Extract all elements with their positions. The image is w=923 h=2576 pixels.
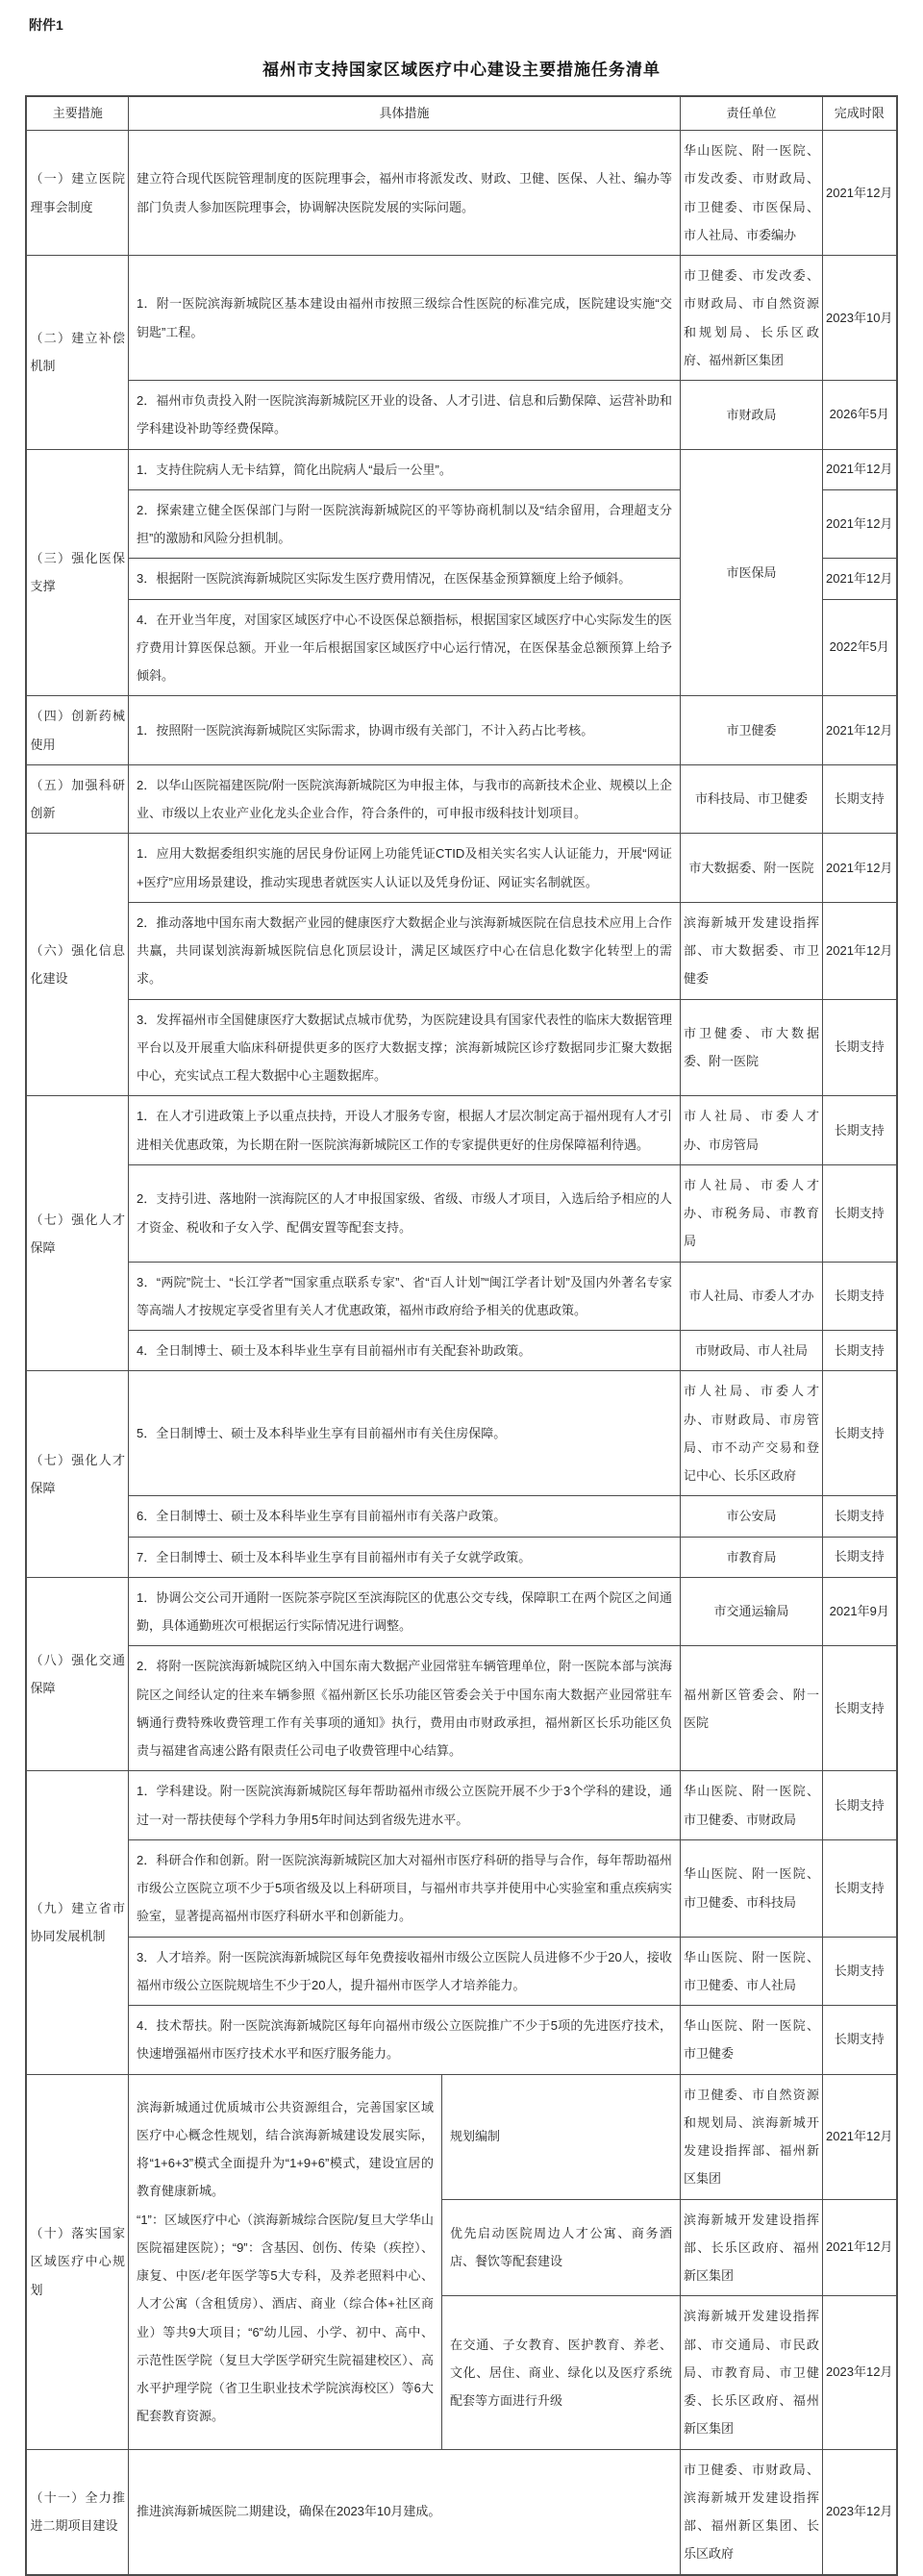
unit-cell: 市卫健委、市自然资源和规划局、滨海新城开发建设指挥部、福州新区集团 [681,2074,823,2199]
deadline-cell: 长期支持 [823,764,897,834]
detail-cell: 4．全日制博士、硕士及本科毕业生享有目前福州市有关配套补助政策。 [128,1331,680,1371]
unit-cell: 福州新区管委会、附一医院 [681,1646,823,1771]
deadline-cell: 2021年9月 [823,1577,897,1646]
table-row [26,834,896,903]
unit-cell: 市卫健委、市财政局、滨海新城开发建设指挥部、福州新区集团、长乐区政府 [681,2449,823,2575]
unit-cell: 华山医院、附一医院、市卫健委 [681,2006,823,2075]
table-row [26,1331,896,1371]
deadline-cell: 2021年12月 [823,449,897,489]
detail-cell: 1．学科建设。附一医院滨海新城院区每年帮助福州市级公立医院开展不少于3个学科的建设，通过一对一帮扶使每个学科力争用5年时间达到省级先进水平。 [128,1771,680,1840]
table-row [26,2449,896,2575]
detail-cell: 1．支持住院病人无卡结算，简化出院病人“最后一公里”。 [128,449,680,489]
table-row [26,256,896,381]
unit-cell: 市大数据委、附一医院 [681,834,823,903]
detail-cell: 2．推动落地中国东南大数据产业园的健康医疗大数据企业与滨海新城医院在信息技术应用上合作共赢，共同谋划滨海新城医院信息化顶层设计，满足区域医疗中心在信息化数字化转型上的需求。 [128,902,680,999]
table-row [26,2006,896,2075]
page-title: 福州市支持国家区域医疗中心建设主要措施任务清单 [262,61,661,79]
deadline-cell: 长期支持 [823,1537,897,1577]
table-row [26,764,896,834]
detail-cell: 2．探索建立健全医保部门与附一医院滨海新城院区的平等协商机制以及“结余留用，合理超支分担”的激励和风险分担机制。 [128,489,680,559]
unit-cell: 市科技局、市卫健委 [681,764,823,834]
unit-cell: 滨海新城开发建设指挥部、市交通局、市民政局、市教育局、市卫健委、长乐区政府、福州新区集团 [681,2296,823,2449]
unit-cell: 市人社局、市委人才办、市税务局、市教育局 [681,1164,823,1262]
table-row [26,1646,896,1771]
detail-cell: 3．人才培养。附一医院滨海新城院区每年免费接收福州市级公立医院人员进修不少于20人，接收福州市级公立医院规培生不少于20人，提升福州市医学人才培养能力。 [128,1937,680,2006]
detail-cell: 3．根据附一医院滨海新城院区实际发生医疗费用情况，在医保基金预算额度上给予倾斜。 [128,559,680,599]
measure-cell: （十）落实国家区域医疗中心规划 [26,2074,128,2449]
header-deadline: 完成时限 [823,96,897,131]
header-measure: 主要措施 [26,96,128,131]
header-unit: 责任单位 [681,96,823,131]
detail-cell: 规划编制 [441,2074,680,2199]
table-header-row [26,96,896,131]
measure-cell: （三）强化医保支撑 [26,449,128,696]
detail-cell: 优先启动医院周边人才公寓、商务酒店、餐饮等配套建设 [441,2199,680,2296]
header-detail: 具体措施 [128,96,680,131]
detail-cell: 3．发挥福州市全国健康医疗大数据试点城市优势，为医院建设具有国家代表性的临床大数据管理平台以及开展重大临床科研提供更多的医疗大数据支撑；滨海新城院区诊疗数据同步汇聚大数据中心，充实试点工程大数据中心主题数据库。 [128,999,680,1096]
detail-cell: 2．将附一医院滨海新城院区纳入中国东南大数据产业园常驻车辆管理单位，附一医院本部与滨海院区之间经认定的往来车辆参照《福州新区长乐功能区管委会关于中国东南大数据产业园常驻车辆通行费特殊收费管理工作有关事项的通知》执行，费用由市财政承担，福州新区长乐功能区负责与福建省高速公路有限责任公司电子收费管理中心结算。 [128,1646,680,1771]
measure-cell: （五）加强科研创新 [26,764,128,834]
table-row [26,1839,896,1937]
measure-cell: （九）建立省市协同发展机制 [26,1771,128,2074]
deadline-cell: 2023年12月 [823,2449,897,2575]
measure-cell: （二）建立补偿机制 [26,256,128,450]
measure-cell: （四）创新药械使用 [26,696,128,765]
unit-cell: 华山医院、附一医院、市卫健委、市财政局 [681,1771,823,1840]
detail-cell: 4．在开业当年度，对国家区域医疗中心不设医保总额指标，根据国家区域医疗中心实际发生的医疗费用计算医保总额。开业一年后根据国家区域医疗中心运行情况，在医保基金总额预算上给予倾斜。 [128,599,680,696]
detail-cell: 2．科研合作和创新。附一医院滨海新城院区加大对福州市医疗科研的指导与合作，每年帮助福州市级公立医院立项不少于5项省级及以上科研项目，与福州市共享并使用中心实验室和重点疾病实验室，显著提高福州市医疗科研水平和创新能力。 [128,1839,680,1937]
deadline-cell: 2023年12月 [823,2296,897,2449]
deadline-cell: 2026年5月 [823,381,897,450]
deadline-cell: 2021年12月 [823,131,897,256]
table-row [26,999,896,1096]
unit-cell: 滨海新城开发建设指挥部、市大数据委、市卫健委 [681,902,823,999]
unit-cell: 市财政局 [681,381,823,450]
deadline-cell: 长期支持 [823,1839,897,1937]
table-row [26,1096,896,1165]
deadline-cell: 2023年10月 [823,256,897,381]
detail-cell: 7．全日制博士、硕士及本科毕业生享有目前福州市有关子女就学政策。 [128,1537,680,1577]
measure-cell: （一）建立医院理事会制度 [26,131,128,256]
table-row [26,1537,896,1577]
unit-cell: 市公安局 [681,1496,823,1537]
deadline-cell: 2021年12月 [823,834,897,903]
table-row [26,696,896,765]
detail-cell: 在交通、子女教育、医护教育、养老、文化、居住、商业、绿化以及医疗系统配套等方面进行升级 [441,2296,680,2449]
table-row [26,902,896,999]
unit-cell: 市医保局 [681,449,823,696]
measure-cell: （七）强化人才保障 [26,1096,128,1371]
deadline-cell: 长期支持 [823,1164,897,1262]
deadline-cell: 2021年12月 [823,696,897,765]
table-row [26,1262,896,1331]
attachment-label: 附件1 [29,17,63,33]
table-row [26,1164,896,1262]
detail-cell: 6．全日制博士、硕士及本科毕业生享有目前福州市有关落户政策。 [128,1496,680,1537]
deadline-cell: 长期支持 [823,2006,897,2075]
deadline-cell: 长期支持 [823,1496,897,1537]
measure-cell: （七）强化人才保障 [26,1371,128,1578]
detail-cell: 2．以华山医院福建医院/附一医院滨海新城院区为申报主体，与我市的高新技术企业、规模以上企业、市级以上农业产业化龙头企业合作，符合条件的，可申报市级科技计划项目。 [128,764,680,834]
measure-cell: （八）强化交通保障 [26,1577,128,1771]
unit-cell: 滨海新城开发建设指挥部、长乐区政府、福州新区集团 [681,2199,823,2296]
detail-cell: 1．按照附一医院滨海新城院区实际需求，协调市级有关部门，不计入药占比考核。 [128,696,680,765]
table-row [26,1496,896,1537]
detail-cell: 2．福州市负责投入附一医院滨海新城院区开业的设备、人才引进、信息和后勤保障、运营补助和学科建设补助等经费保障。 [128,381,680,450]
unit-cell: 市人社局、市委人才办、市财政局、市房管局、市不动产交易和登记中心、长乐区政府 [681,1371,823,1496]
detail-cell: 1．在人才引进政策上予以重点扶持，开设人才服务专窗，根据人才层次制定高于福州现有人才引进相关优惠政策，为长期在附一医院滨海新城院区工作的专家提供更好的住房保障福利待遇。 [128,1096,680,1165]
measure-cell: （十一）全力推进二期项目建设 [26,2449,128,2575]
unit-cell: 市人社局、市委人才办、市房管局 [681,1096,823,1165]
table-row [26,2074,896,2199]
deadline-cell: 长期支持 [823,1771,897,1840]
deadline-cell: 2021年12月 [823,489,897,559]
table-row [26,449,896,489]
detail-cell: 1．附一医院滨海新城院区基本建设由福州市按照三级综合性医院的标准完成，医院建设实施“交钥匙”工程。 [128,256,680,381]
unit-cell: 市财政局、市人社局 [681,1331,823,1371]
deadline-cell: 长期支持 [823,1937,897,2006]
detail-cell: 1．协调公交公司开通附一医院茶亭院区至滨海院区的优惠公交专线，保障职工在两个院区之间通勤，具体通勤班次可根据运行实际情况进行调整。 [128,1577,680,1646]
table-row [26,1771,896,1840]
unit-cell: 市人社局、市委人才办 [681,1262,823,1331]
unit-cell: 市交通运输局 [681,1577,823,1646]
measure-cell: （六）强化信息化建设 [26,834,128,1096]
deadline-cell: 长期支持 [823,1371,897,1496]
unit-cell: 华山医院、附一医院、市发改委、市财政局、市卫健委、市医保局、市人社局、市委编办 [681,131,823,256]
table-row [26,381,896,450]
deadline-cell: 2021年12月 [823,2074,897,2199]
unit-cell: 华山医院、附一医院、市卫健委、市人社局 [681,1937,823,2006]
detail-cell: 推进滨海新城医院二期建设，确保在2023年10月建成。 [128,2449,680,2575]
table-row [26,1371,896,1496]
deadline-cell: 长期支持 [823,999,897,1096]
task-table [25,95,897,2576]
deadline-cell: 长期支持 [823,1096,897,1165]
deadline-cell: 长期支持 [823,1262,897,1331]
table-row [26,131,896,256]
deadline-cell: 2021年12月 [823,2199,897,2296]
overview-paragraph: 滨海新城通过优质城市公共资源组合，完善国家区域医疗中心概念性规划，结合滨海新城建设发展实际，将“1+6+3”模式全面提升为“1+9+6”模式，建设宜居的教育健康新城。 [136,2099,434,2199]
overview-paragraph: “1”：区域医疗中心（滨海新城综合医院/复旦大学华山医院福建医院）；“9”：含基因、创伤、传染（疾控）、康复、中医/老年医学等5大专科，及养老照料中心、人才公寓（含租赁房）、酒店、商业（综合体+社区商业）等共9大项目；“6”幼儿园、小学、初中、高中、示范性医学院（复旦大学医学研究生院福建校区）、高水平护理学院（省卫生职业技术学院滨海校区）等6大配套教育资源。 [136,2212,434,2424]
unit-cell: 市卫健委、市大数据委、附一医院 [681,999,823,1096]
unit-cell: 市教育局 [681,1537,823,1577]
deadline-cell: 2022年5月 [823,599,897,696]
unit-cell: 市卫健委、市发改委、市财政局、市自然资源和规划局、长乐区政府、福州新区集团 [681,256,823,381]
deadline-cell: 长期支持 [823,1646,897,1771]
deadline-cell: 2021年12月 [823,902,897,999]
detail-cell: 5．全日制博士、硕士及本科毕业生享有目前福州市有关住房保障。 [128,1371,680,1496]
detail-cell: 1．应用大数据委组织实施的居民身份证网上功能凭证CTID及相关实名实人认证能力，开展“网证+医疗”应用场景建设，推动实现患者就医实人认证以及凭身份证、网证实名制就医。 [128,834,680,903]
detail-cell: 4．技术帮扶。附一医院滨海新城院区每年向福州市级公立医院推广不少于5项的先进医疗技术，快速增强福州市医疗技术水平和医疗服务能力。 [128,2006,680,2075]
table-row [26,1937,896,2006]
detail-cell: 3．“两院”院士、“长江学者”“国家重点联系专家”、省“百人计划”“闽江学者计划”及国内外著名专家等高端人才按规定享受省里有关人才优惠政策，福州市政府给予相关的优惠政策。 [128,1262,680,1331]
table-row [26,1577,896,1646]
detail-cell: 2．支持引进、落地附一滨海院区的人才申报国家级、省级、市级人才项目，入选后给予相应的人才资金、税收和子女入学、配偶安置等配套支持。 [128,1164,680,1262]
unit-cell: 市卫健委 [681,696,823,765]
detail-cell: 建立符合现代医院管理制度的医院理事会，福州市将派发改、财政、卫健、医保、人社、编办等部门负责人参加医院理事会，协调解决医院发展的实际问题。 [128,131,680,256]
deadline-cell: 2021年12月 [823,559,897,599]
unit-cell: 华山医院、附一医院、市卫健委、市科技局 [681,1839,823,1937]
overview-cell [128,2074,441,2449]
deadline-cell: 长期支持 [823,1331,897,1371]
